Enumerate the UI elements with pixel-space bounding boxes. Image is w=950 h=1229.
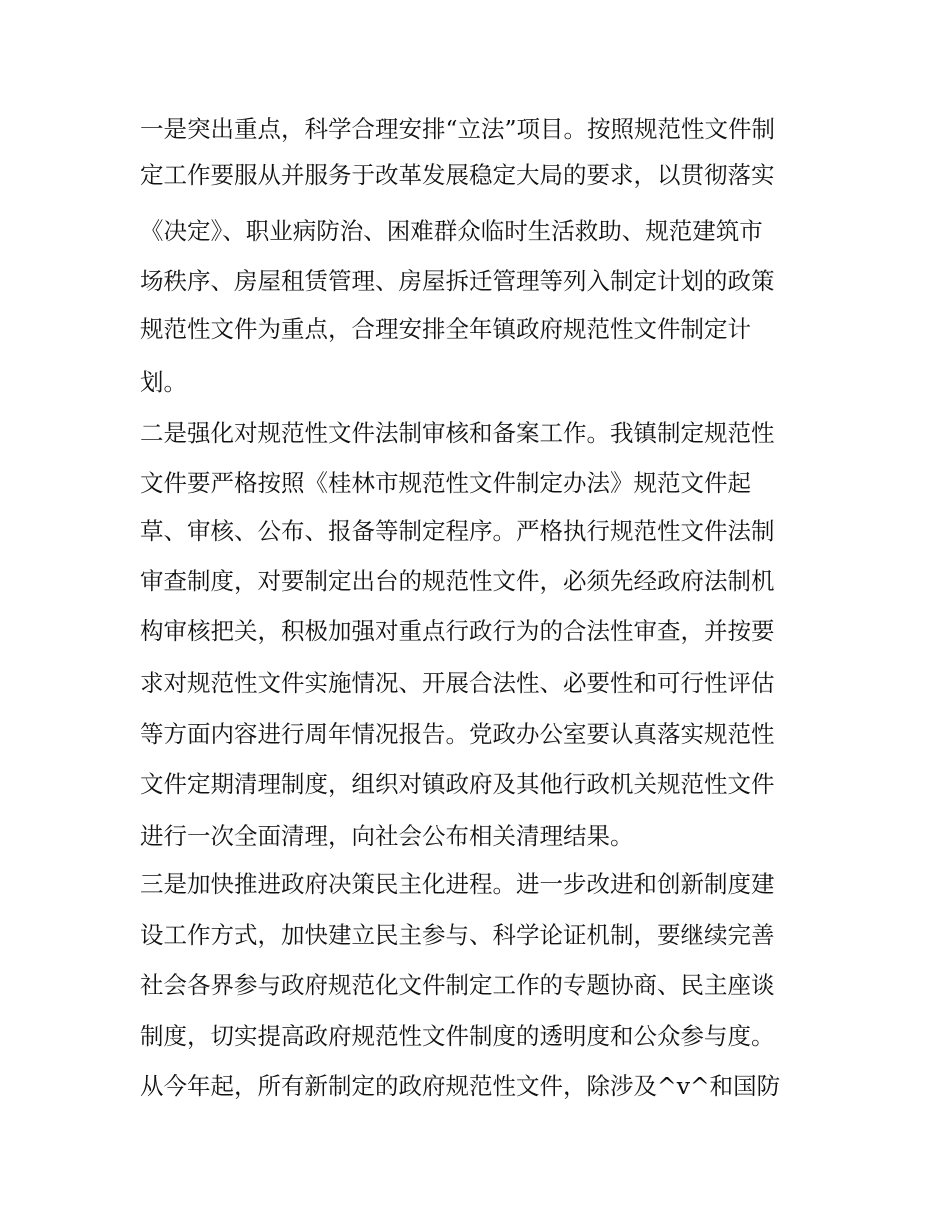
- text-line-14: 文件定期清理制度，组织对镇政府及其他行政机关规范性文件: [140, 770, 775, 798]
- text-line-11: 构审核把关，积极加强对重点行政行为的合法性审查，并按要: [140, 617, 775, 645]
- text-line-20: 从今年起，所有新制定的政府规范性文件，除涉及^v^和国防: [140, 1072, 781, 1100]
- text-line-7: 二是强化对规范性文件法制审核和备案工作。我镇制定规范性: [140, 419, 775, 447]
- text-line-3: 《决定》、职业病防治、困难群众临时生活救助、规范建筑市: [140, 217, 763, 245]
- text-line-9: 草、审核、公布、报备等制定程序。严格执行规范性文件法制: [140, 517, 775, 545]
- text-line-10: 审查制度，对要制定出台的规范性文件，必须先经政府法制机: [140, 567, 775, 595]
- text-line-17: 设工作方式，加快建立民主参与、科学论证机制，要继续完善: [140, 921, 775, 949]
- text-line-1: 一是突出重点，科学合理安排“立法”项目。按照规范性文件制: [140, 115, 776, 143]
- text-line-8: 文件要严格按照《桂林市规范性文件制定办法》规范文件起: [140, 469, 751, 497]
- text-line-12: 求对规范性文件实施情况、开展合法性、必要性和可行性评估: [140, 669, 775, 697]
- text-line-18: 社会各界参与政府规范化文件制定工作的专题协商、民主座谈: [140, 971, 775, 999]
- text-line-13: 等方面内容进行周年情况报告。党政办公室要认真落实规范性: [140, 720, 775, 748]
- text-line-4: 场秩序、房屋租赁管理、房屋拆迁管理等列入制定计划的政策: [140, 267, 775, 295]
- text-line-6: 划。: [140, 368, 187, 396]
- text-line-2: 定工作要服从并服务于改革发展稳定大局的要求，以贯彻落实: [140, 161, 775, 189]
- text-line-19: 制度，切实提高政府规范性文件制度的透明度和公众参与度。: [140, 1022, 775, 1050]
- text-line-5: 规范性文件为重点，合理安排全年镇政府规范性文件制定计: [140, 315, 751, 343]
- text-line-15: 进行一次全面清理，向社会公布相关清理结果。: [140, 822, 634, 850]
- text-line-16: 三是加快推进政府决策民主化进程。进一步改进和创新制度建: [140, 870, 775, 898]
